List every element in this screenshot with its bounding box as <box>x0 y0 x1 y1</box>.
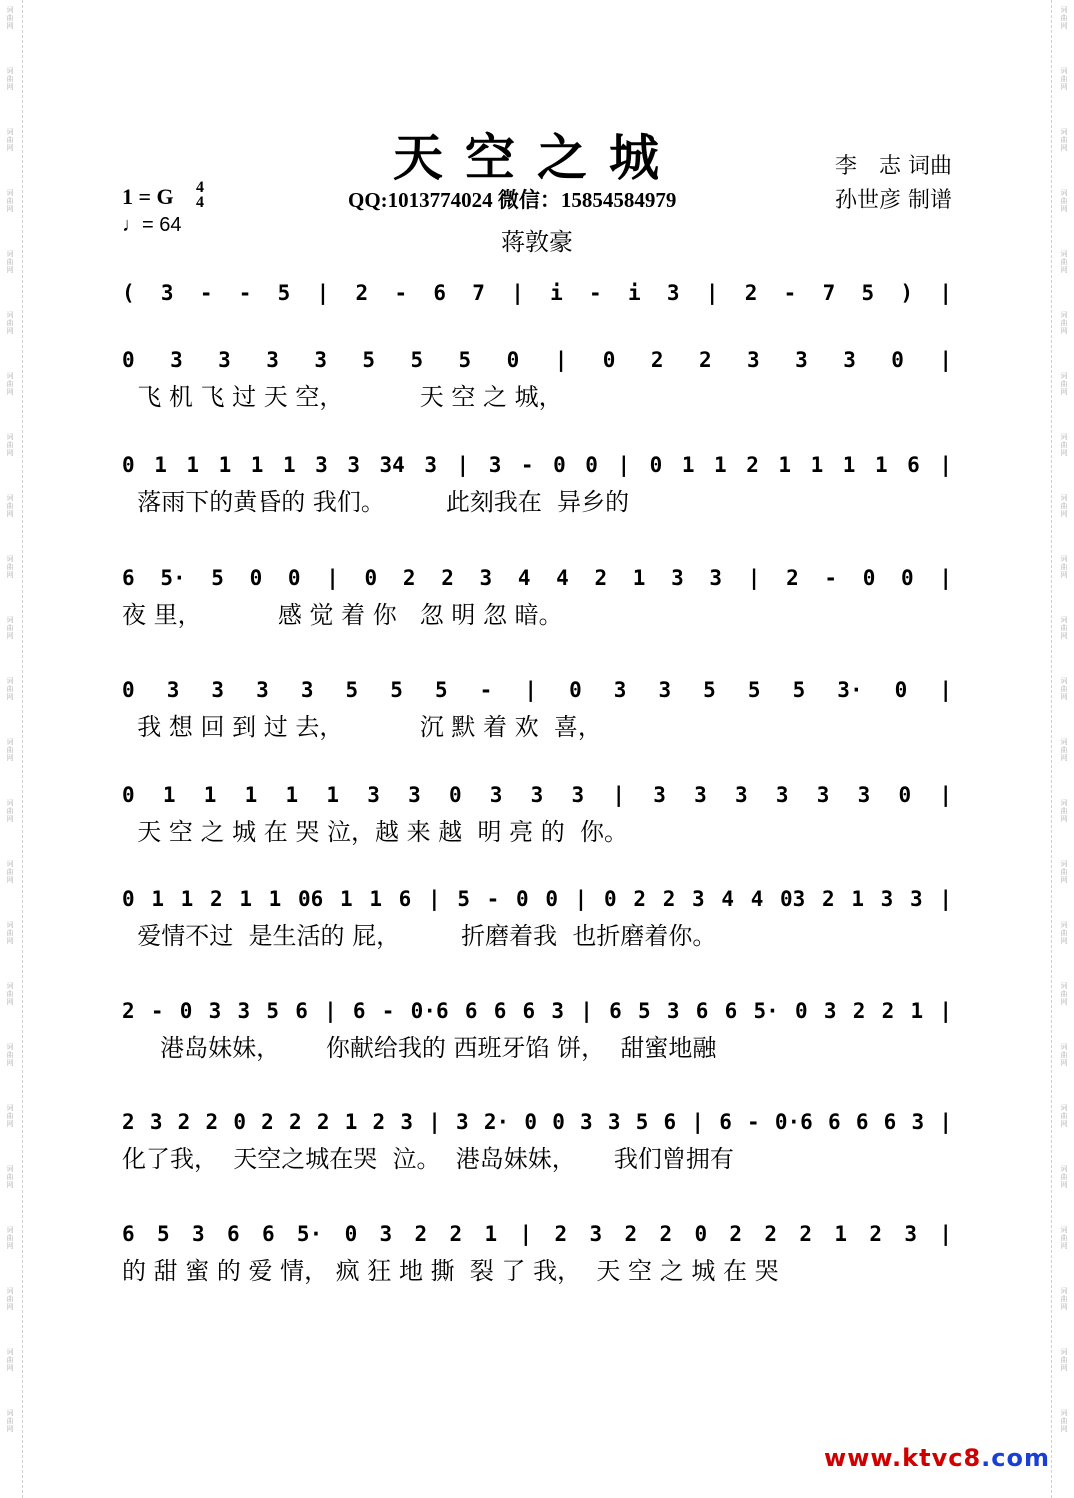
watermark-stamp: 词 曲 网 <box>1060 860 1068 884</box>
watermark-stamp: 词 曲 网 <box>6 677 14 701</box>
key-signature: 1 = G <box>122 184 174 209</box>
watermark-stamp: 词 曲 网 <box>6 67 14 91</box>
watermark-stamp: 词 曲 网 <box>6 555 14 579</box>
credits <box>835 150 952 218</box>
lyric-line: 天 空 之 城 在 哭 泣，越 来 越 明 亮 的 你。 <box>122 818 629 846</box>
watermark-stamp: 词 曲 网 <box>6 372 14 396</box>
notation-line: 0 1 1 1 1 1 3 3 0 3 3 3 | 3 3 3 3 3 3 0 | <box>122 783 952 807</box>
watermark-stamp: 词 曲 网 <box>1060 189 1068 213</box>
watermark-stamp: 词 曲 网 <box>6 1165 14 1189</box>
watermark-stamp: 词 曲 网 <box>6 799 14 823</box>
watermark-stamp: 词 曲 网 <box>6 1043 14 1067</box>
lyric-line: 落雨下的黄昏的 我们。 此刻我在 异乡的 <box>122 488 630 516</box>
watermark-stamp: 词 曲 网 <box>6 921 14 945</box>
watermark-stamp: 词 曲 网 <box>6 982 14 1006</box>
watermark-stamp: 词 曲 网 <box>6 1287 14 1311</box>
notation-line: 6 5· 5 0 0 | 0 2 2 3 4 4 2 1 3 3 | 2 - 0 0 | <box>122 566 952 590</box>
watermark-stamp: 词 曲 网 <box>6 860 14 884</box>
watermark-stamp: 词 曲 网 <box>1060 250 1068 274</box>
time-signature-top: 4 <box>196 179 204 196</box>
notation-line: 0 1 1 2 1 1 06 1 1 6 | 5 - 0 0 | 0 2 2 3 4 4 03 2 1 3 3 | <box>122 887 952 911</box>
watermark-stamp: 词 曲 网 <box>6 250 14 274</box>
site-prefix: www. <box>824 1444 903 1472</box>
watermark-stamp: 词 曲 网 <box>1060 433 1068 457</box>
notation-line: 0 3 3 3 3 5 5 5 0 | 0 2 2 3 3 3 0 | <box>122 348 952 372</box>
watermark-stamp: 词 曲 网 <box>6 189 14 213</box>
watermark-stamp: 词 曲 网 <box>1060 982 1068 1006</box>
watermark-stamp: 词 曲 网 <box>1060 921 1068 945</box>
lyric-line: 夜 里， 感 觉 着 你 忽 明 忽 暗。 <box>122 601 563 629</box>
watermark-stamp: 词 曲 网 <box>1060 494 1068 518</box>
time-signature-bottom: 4 <box>196 194 204 211</box>
watermark-stamp: 词 曲 网 <box>1060 616 1068 640</box>
transcriber-credit: 孙世彦 制谱 <box>835 188 952 213</box>
lyric-line: 的 甜 蜜 的 爱 情， 疯 狂 地 撕 裂 了 我， 天 空 之 城 在 哭 <box>122 1257 779 1285</box>
watermark-stamp: 词 曲 网 <box>1060 738 1068 762</box>
watermark-stamp: 词 曲 网 <box>1060 372 1068 396</box>
lyric-line: 爱情不过 是生活的 屁， 折磨着我 也折磨着你。 <box>122 922 717 950</box>
watermark-stamp: 词 曲 网 <box>1060 1165 1068 1189</box>
watermark-stamp: 词 曲 网 <box>1060 1409 1068 1433</box>
notation-line: 0 1 1 1 1 1 3 3 34 3 | 3 - 0 0 | 0 1 1 2 1 1 1 1 6 | <box>122 453 952 477</box>
watermark-stamp: 词 曲 网 <box>1060 1348 1068 1372</box>
watermark-stamp: 词 曲 网 <box>1060 311 1068 335</box>
watermark-stamp: 词 曲 网 <box>1060 1104 1068 1128</box>
watermark-stamp: 词 曲 网 <box>6 1348 14 1372</box>
watermark-stamp: 词 曲 网 <box>1060 67 1068 91</box>
watermark-stamp: 词 曲 网 <box>6 738 14 762</box>
site-suffix: .com <box>981 1444 1050 1472</box>
website-logo <box>824 1444 1050 1472</box>
tempo-marking: ♩= 64 <box>122 214 182 236</box>
watermark-stamp: 词 曲 网 <box>1060 1043 1068 1067</box>
watermark-stamp: 词 曲 网 <box>6 1409 14 1433</box>
notation-line: 2 3 2 2 0 2 2 2 1 2 3 | 3 2· 0 0 3 3 5 6 | 6 - 0·6 6 6 6 3 | <box>122 1110 952 1134</box>
song-title: 天空之城 <box>393 128 681 187</box>
watermark-stamp: 词 曲 网 <box>6 1226 14 1250</box>
time-signature <box>196 180 204 210</box>
singer-name: 蒋敦豪 <box>501 228 573 256</box>
lyric-line: 我 想 回 到 过 去， 沉 默 着 欢 喜， <box>122 713 602 741</box>
site-name: ktvc8 <box>902 1444 982 1472</box>
watermark-stamp: 词 曲 网 <box>1060 555 1068 579</box>
watermark-stamp: 词 曲 网 <box>1060 677 1068 701</box>
watermark-stamp: 词 曲 网 <box>1060 799 1068 823</box>
notation-line: 0 3 3 3 3 5 5 5 - | 0 3 3 5 5 5 3· 0 | <box>122 678 952 702</box>
watermark-stamp: 词 曲 网 <box>6 616 14 640</box>
watermark-stamp: 词 曲 网 <box>1060 6 1068 30</box>
notation-line: 2 - 0 3 3 5 6 | 6 - 0·6 6 6 6 3 | 6 5 3 6 6 5· 0 3 2 2 1 | <box>122 999 952 1023</box>
watermark-stamp: 词 曲 网 <box>6 1104 14 1128</box>
lyric-line: 化了我， 天空之城在哭 泣。 港岛妹妹， 我们曾拥有 <box>122 1145 734 1173</box>
watermark-stamp: 词 曲 网 <box>1060 1287 1068 1311</box>
lyric-line: 飞 机 飞 过 天 空， 天 空 之 城， <box>122 383 563 411</box>
notation-line: 6 5 3 6 6 5· 0 3 2 2 1 | 2 3 2 2 0 2 2 2 1 2 3 | <box>122 1222 952 1246</box>
watermark-stamp: 词 曲 网 <box>6 6 14 30</box>
lyric-music-credit: 李 志 词曲 <box>835 154 952 179</box>
watermark-stamp: 词 曲 网 <box>1060 128 1068 152</box>
watermark-stamp: 词 曲 网 <box>6 128 14 152</box>
watermark-stamp: 词 曲 网 <box>6 494 14 518</box>
notation-line: ( 3 - - 5 | 2 - 6 7 | i - i 3 | 2 - 7 5 ) | <box>122 281 952 305</box>
watermark-stamp: 词 曲 网 <box>6 311 14 335</box>
watermark-stamp: 词 曲 网 <box>6 433 14 457</box>
watermark-stamp: 词 曲 网 <box>1060 1226 1068 1250</box>
contact-info: QQ:1013774024 微信：15854584979 <box>348 188 677 212</box>
lyric-line: 港岛妹妹， 你献给我的 西班牙馅 饼， 甜蜜地融 <box>122 1034 717 1062</box>
